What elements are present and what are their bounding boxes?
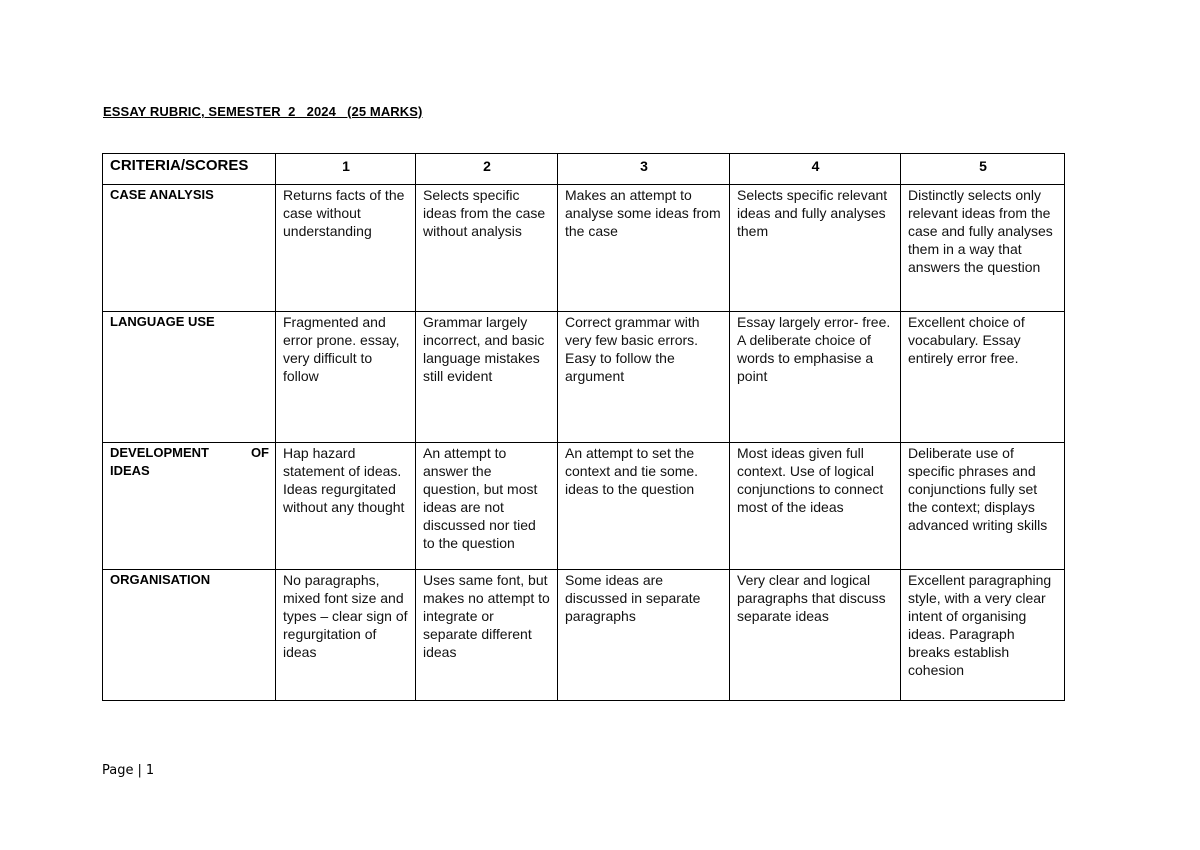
header-score-5: 5 [901,154,1065,185]
table-cell: An attempt to set the context and tie some. ideas to the question [558,443,730,570]
table-cell: Distinctly selects only relevant ideas from the case and fully analyses them in a way that answers the question [901,185,1065,312]
table-row [103,185,1065,312]
table-cell: Some ideas are discussed in separate paragraphs [558,570,730,701]
criterion-label: ORGANISATION [103,570,276,701]
header-criteria: CRITERIA/SCORES [103,154,276,185]
table-cell: No paragraphs, mixed font size and types – clear sign of regurgitation of ideas [276,570,416,701]
table-row [103,570,1065,701]
table-cell: Makes an attempt to analyse some ideas from the case [558,185,730,312]
table-cell: Hap hazard statement of ideas. Ideas regurgitated without any thought [276,443,416,570]
table-cell: Returns facts of the case without understanding [276,185,416,312]
table-cell: Very clear and logical paragraphs that discuss separate ideas [730,570,901,701]
table-cell: Excellent paragraphing style, with a very clear intent of organising ideas. Paragraph breaks establish cohesion [901,570,1065,701]
table-row [103,443,1065,570]
header-score-1: 1 [276,154,416,185]
rubric-table [102,153,1065,701]
header-score-4: 4 [730,154,901,185]
table-cell: Grammar largely incorrect, and basic language mistakes still evident [416,312,558,443]
criterion-label: DEVELOPMENT OF IDEAS [103,443,276,570]
table-cell: Fragmented and error prone. essay, very difficult to follow [276,312,416,443]
criterion-label: CASE ANALYSIS [103,185,276,312]
table-cell: Most ideas given full context. Use of logical conjunctions to connect most of the ideas [730,443,901,570]
criterion-label: LANGUAGE USE [103,312,276,443]
header-row [103,154,1065,185]
table-cell: Deliberate use of specific phrases and conjunctions fully set the context; displays advanced writing skills [901,443,1065,570]
table-cell: Essay largely error- free. A deliberate choice of words to emphasise a point [730,312,901,443]
table-cell: Uses same font, but makes no attempt to integrate or separate different ideas [416,570,558,701]
table-cell: An attempt to answer the question, but most ideas are not discussed nor tied to the question [416,443,558,570]
table-cell: Selects specific relevant ideas and fully analyses them [730,185,901,312]
page-separator: | [137,763,142,778]
table-row [103,312,1065,443]
table-cell: Selects specific ideas from the case without analysis [416,185,558,312]
header-score-3: 3 [558,154,730,185]
document-title: ESSAY RUBRIC, SEMESTER 2 2024 (25 MARKS) [103,104,423,119]
page-label: Page [102,763,134,778]
header-score-2: 2 [416,154,558,185]
page-number: 1 [145,763,155,778]
table-cell: Excellent choice of vocabulary. Essay entirely error free. [901,312,1065,443]
table-cell: Correct grammar with very few basic errors. Easy to follow the argument [558,312,730,443]
page-footer [102,763,154,778]
